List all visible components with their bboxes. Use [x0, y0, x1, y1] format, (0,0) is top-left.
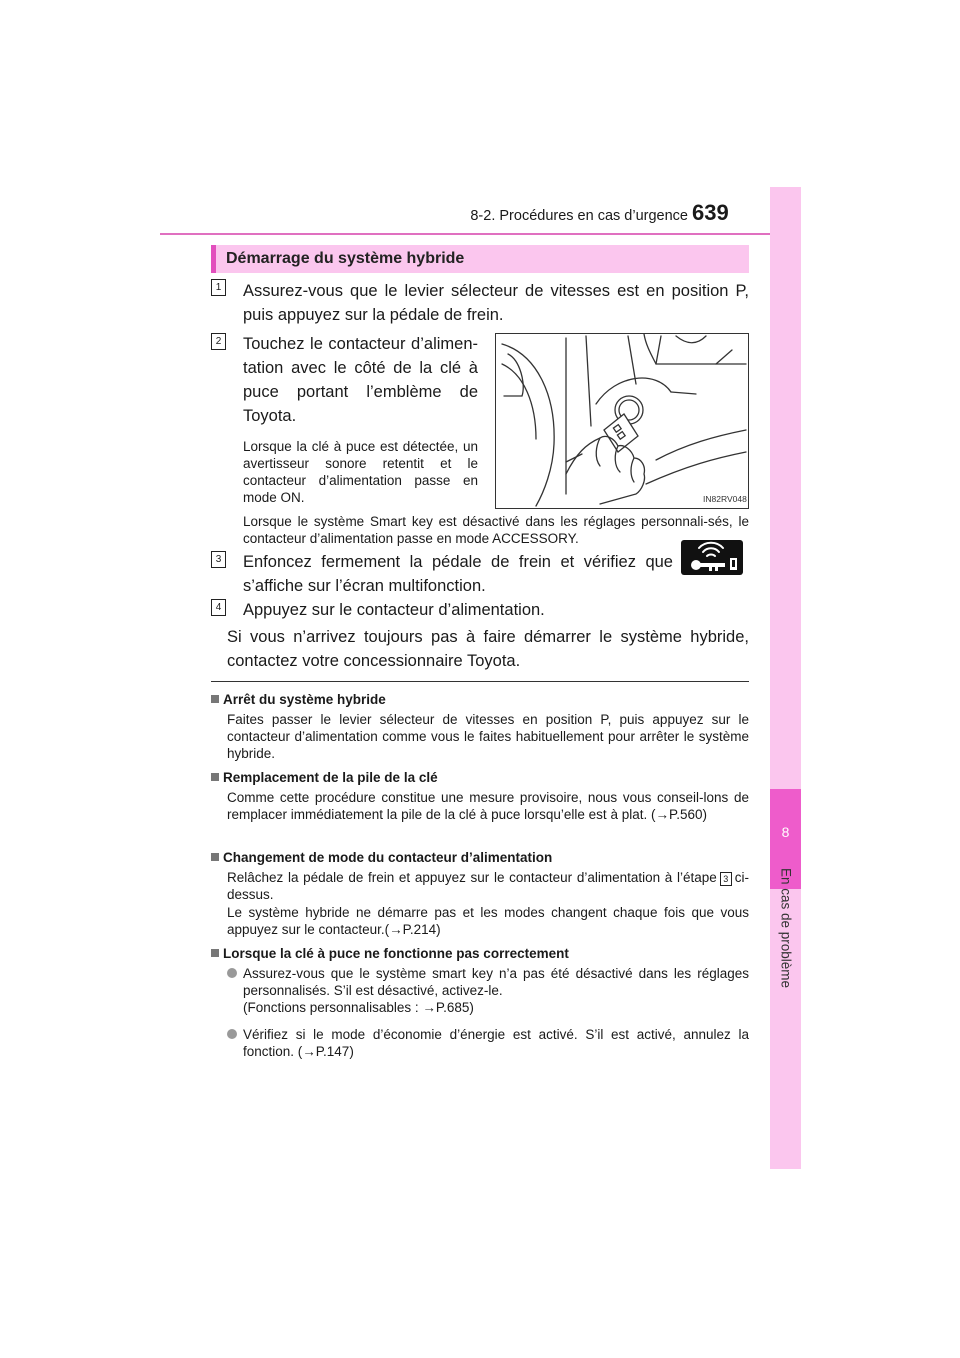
- note-1-heading: [211, 691, 386, 708]
- note-2-text: Comme cette procédure constitue une mesure provisoire, nous vous conseil-lons de remplacer immédiatement la pile de la clé à puce lorsqu’elle est à plat. (→P.560): [227, 790, 749, 822]
- note-3-heading: [211, 849, 552, 866]
- step-2-line-3: puce portant l’emblème de: [243, 383, 478, 401]
- square-bullet-icon: [211, 949, 219, 957]
- note-4-bullet-1-extra: (Fonctions personnalisables : →P.685): [243, 1000, 474, 1015]
- note-3-text-b: ci-dessus.: [227, 870, 749, 902]
- note-3-text-a: Relâchez la pédale de frein et appuyez sur le contacteur d’alimentation à l’étape: [227, 870, 717, 885]
- note-3-title: Changement de mode du contacteur d’alimentation: [223, 850, 553, 865]
- note-1-title: Arrêt du système hybride: [223, 692, 386, 707]
- hand-key-power-button-image: [496, 334, 748, 508]
- page-number: 639: [692, 200, 729, 225]
- square-bullet-icon: [211, 853, 219, 861]
- header-section-title: 8-2. Procédures en cas d’urgence: [470, 208, 688, 224]
- note-4-bullet-1: Assurez-vous que le système smart key n’a pas été désactivé dans les réglages personnalisés. S’il est désactivé, activez-le.: [243, 966, 749, 998]
- step-3-marker: 3: [211, 551, 226, 568]
- step-3-reference: 3: [720, 872, 732, 886]
- illustration-code: IN82RV048: [703, 494, 747, 504]
- round-bullet-icon: [227, 964, 241, 982]
- note-3-text-c: Le système hybride ne démarre pas et les modes changent chaque fois que vous appuyez sur le contacteur.(→P.214): [227, 905, 749, 937]
- note-4-title: Lorsque la clé à puce ne fonctionne pas correctement: [223, 946, 569, 961]
- step-2-line-1: Touchez le contacteur d’alimen-: [243, 335, 478, 353]
- note-2-heading: [211, 769, 438, 786]
- note-1-text: Faites passer le levier sélecteur de vitesses en position P, puis appuyez sur le contacteur d’alimentation comme vous le faites habituellement pour arrêter le système hybride.: [227, 712, 749, 761]
- step-2-marker: 2: [211, 333, 226, 350]
- header-rule: [160, 233, 800, 235]
- step-1-marker: 1: [211, 279, 226, 296]
- chapter-title: En cas de problème: [778, 867, 794, 989]
- note-3-text: [227, 869, 749, 903]
- smart-key-indicator-icon: [681, 540, 743, 575]
- step-2-line-4: Toyota.: [243, 407, 297, 425]
- square-bullet-icon: [211, 773, 219, 781]
- chapter-number: 8: [781, 824, 790, 840]
- round-bullet-icon: [227, 1025, 241, 1043]
- step-3-line-1: Enfoncez fermement la pédale de frein et vérifiez que: [243, 553, 673, 571]
- step-1-line-1: Assurez-vous que le levier sélecteur de vitesses est en position P,: [243, 282, 749, 300]
- step-3-line-2: s’affiche sur l’écran multifonction.: [243, 577, 486, 595]
- section-title: Démarrage du système hybride: [226, 250, 465, 267]
- smart-key-illustration: [495, 333, 749, 509]
- section-divider: [211, 681, 749, 682]
- note-4-bullet-2: Vérifiez si le mode d’économie d’énergie est activé. S’il est activé, annulez la fonction. (→P.147): [243, 1027, 749, 1059]
- step-2-note-2: Lorsque le système Smart key est désactivé dans les réglages personnali-sés, le contacteur d’alimentation passe en mode ACCESSORY.: [243, 514, 749, 546]
- step-4-line-1: Appuyez sur le contacteur d’alimentation.: [243, 601, 545, 619]
- step-4-marker: 4: [211, 599, 226, 616]
- note-2-title: Remplacement de la pile de la clé: [223, 770, 438, 785]
- step-2-line-2: tation avec le côté de la clé à: [243, 359, 478, 377]
- closing-text: Si vous n’arrivez toujours pas à faire démarrer le système hybride, contactez votre concessionnaire Toyota.: [227, 628, 749, 670]
- square-bullet-icon: [211, 695, 219, 703]
- step-2-note-1: Lorsque la clé à puce est détectée, un avertisseur sonore retentit et le contacteur d’alimentation passe en mode ON.: [243, 439, 478, 505]
- step-1-line-2: puis appuyez sur la pédale de frein.: [243, 306, 504, 324]
- note-4-heading: [211, 945, 569, 962]
- chapter-side-tab: [770, 187, 801, 1169]
